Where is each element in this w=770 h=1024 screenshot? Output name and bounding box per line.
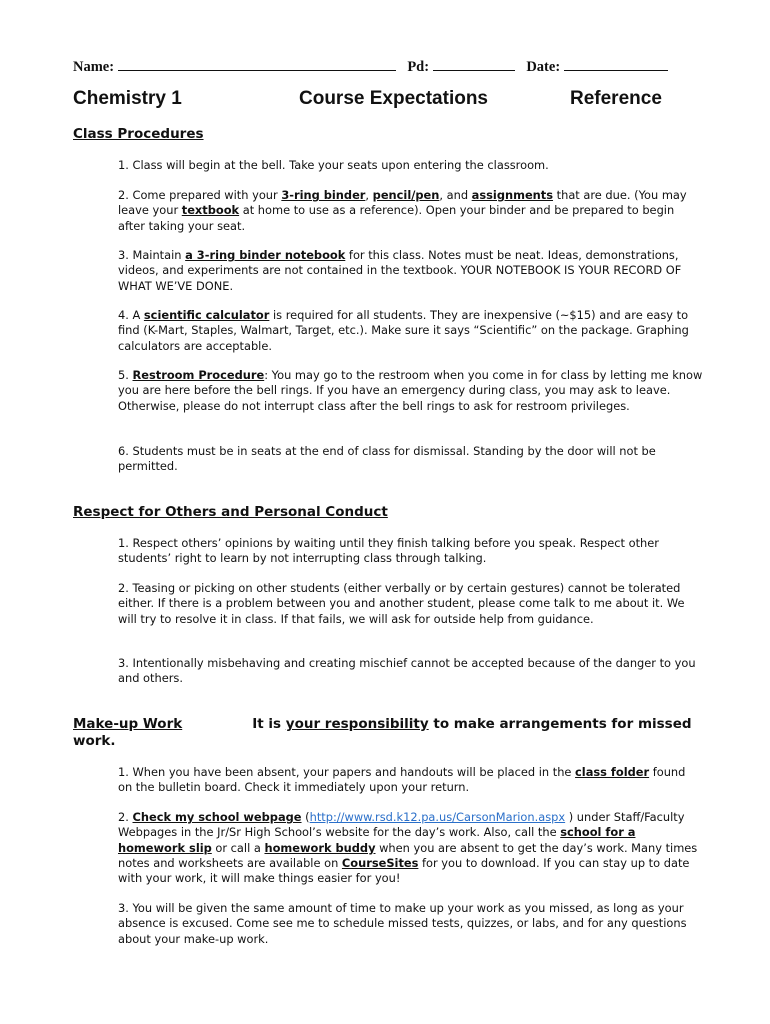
class-folder-emphasis: class folder xyxy=(575,765,650,779)
notebook-emphasis: a 3-ring binder notebook xyxy=(185,248,346,262)
course-title: Chemistry 1 xyxy=(73,88,182,109)
procedure-item-5: 5. Restroom Procedure: You may go to the restroom when you come in for class by letting me know you are here before the bell rings. If you have an emergency during class, you may ask to leave. Otherwise, please do not interrupt class after the bell rings to ask for restroom privileges. xyxy=(118,368,703,413)
assignments-emphasis: assignments xyxy=(471,188,554,202)
title-row xyxy=(73,88,673,112)
procedure-item-6: 6. Students must be in seats at the end of class for dismissal. Standing by the door will not be permitted. xyxy=(118,444,656,474)
respect-heading: Respect for Others and Personal Conduct xyxy=(73,504,388,520)
procedure-item-3: 3. Maintain a 3-ring binder notebook for this class. Notes must be neat. Ideas, demonstrations, videos, and experiments are not contained in the textbook. YOUR NOTEBOOK IS YOUR RECORD OF WHAT WE’VE DONE. xyxy=(118,248,682,293)
pd-label: Pd: xyxy=(407,59,430,75)
homework-slip-emphasis: school for a homework slip xyxy=(118,825,636,855)
homework-buddy-emphasis: homework buddy xyxy=(264,840,376,855)
respect-item-1: 1. Respect others’ opinions by waiting until they finish talking before you speak. Respect other students’ right to learn by not interrupting class through talking. xyxy=(118,536,659,566)
textbook-emphasis: textbook xyxy=(181,203,240,218)
responsibility-emphasis: your responsibility xyxy=(285,716,429,732)
procedure-item-4: 4. A scientific calculator is required for all students. They are inexpensive (~$15) and are easy to find (K-Mart, Staples, Walmart, Target, etc.). Make sure it says “Scientific” on the package. Graphing calculators are acceptable. xyxy=(118,308,689,353)
reference-label: Reference xyxy=(570,88,662,109)
document-title: Course Expectations xyxy=(299,88,488,109)
binder-emphasis: 3-ring binder xyxy=(281,188,366,202)
makeup-heading-row: Make-up Work It is your responsibility to make arrangements for missed work. xyxy=(73,716,692,749)
makeup-heading: Make-up Work xyxy=(73,716,183,732)
webpage-emphasis: Check my school webpage xyxy=(132,810,302,824)
procedure-item-2: 2. Come prepared with your 3-ring binder, pencil/pen, and assignments that are due. (You may leave your textbook at home to use as a reference). Open your binder and be prepared to begin after taking your seat. xyxy=(118,188,687,233)
calculator-emphasis: scientific calculator xyxy=(143,308,270,322)
student-info-line xyxy=(73,57,693,76)
name-blank xyxy=(118,57,396,71)
coursesites-emphasis: CourseSites xyxy=(341,855,419,870)
procedure-item-1: 1. Class will begin at the bell. Take your seats upon entering the classroom. xyxy=(118,158,549,172)
teacher-webpage-link[interactable]: http://www.rsd.k12.pa.us/CarsonMarion.aspx xyxy=(309,810,566,824)
respect-item-3: 3. Intentionally misbehaving and creating mischief cannot be accepted because of the danger to you and others. xyxy=(118,656,696,686)
restroom-emphasis: Restroom Procedure xyxy=(132,368,265,382)
makeup-item-2: 2. Check my school webpage (http://www.rsd.k12.pa.us/CarsonMarion.aspx ) under Staff/Faculty Webpages in the Jr/Sr High School’s website for the day’s work. Also, call the school for a homework slip or call a homework buddy when you are absent to get the day’s work. Many times notes and worksheets are available on CourseSites for you to download. If you can stay up to date with your work, it will make things easier for you! xyxy=(118,810,698,886)
makeup-item-1: 1. When you have been absent, your papers and handouts will be placed in the class folder found on the bulletin board. Check it immediately upon your return. xyxy=(118,765,686,795)
pd-blank xyxy=(433,57,515,71)
date-label: Date: xyxy=(526,59,561,75)
makeup-item-3: 3. You will be given the same amount of time to make up your work as you missed, as long as your absence is excused. Come see me to schedule missed tests, quizzes, or labs, and for any questions about your make-up work. xyxy=(118,901,687,946)
respect-item-2: 2. Teasing or picking on other students (either verbally or by certain gestures) cannot be tolerated either. If there is a problem between you and another student, please come talk to me about it. We will try to resolve it in class. If that fails, we will ask for outside help from guidance. xyxy=(118,581,685,626)
class-procedures-heading: Class Procedures xyxy=(73,126,204,142)
name-label: Name: xyxy=(73,59,115,75)
date-blank xyxy=(564,57,668,71)
pencil-emphasis: pencil/pen xyxy=(372,188,440,202)
